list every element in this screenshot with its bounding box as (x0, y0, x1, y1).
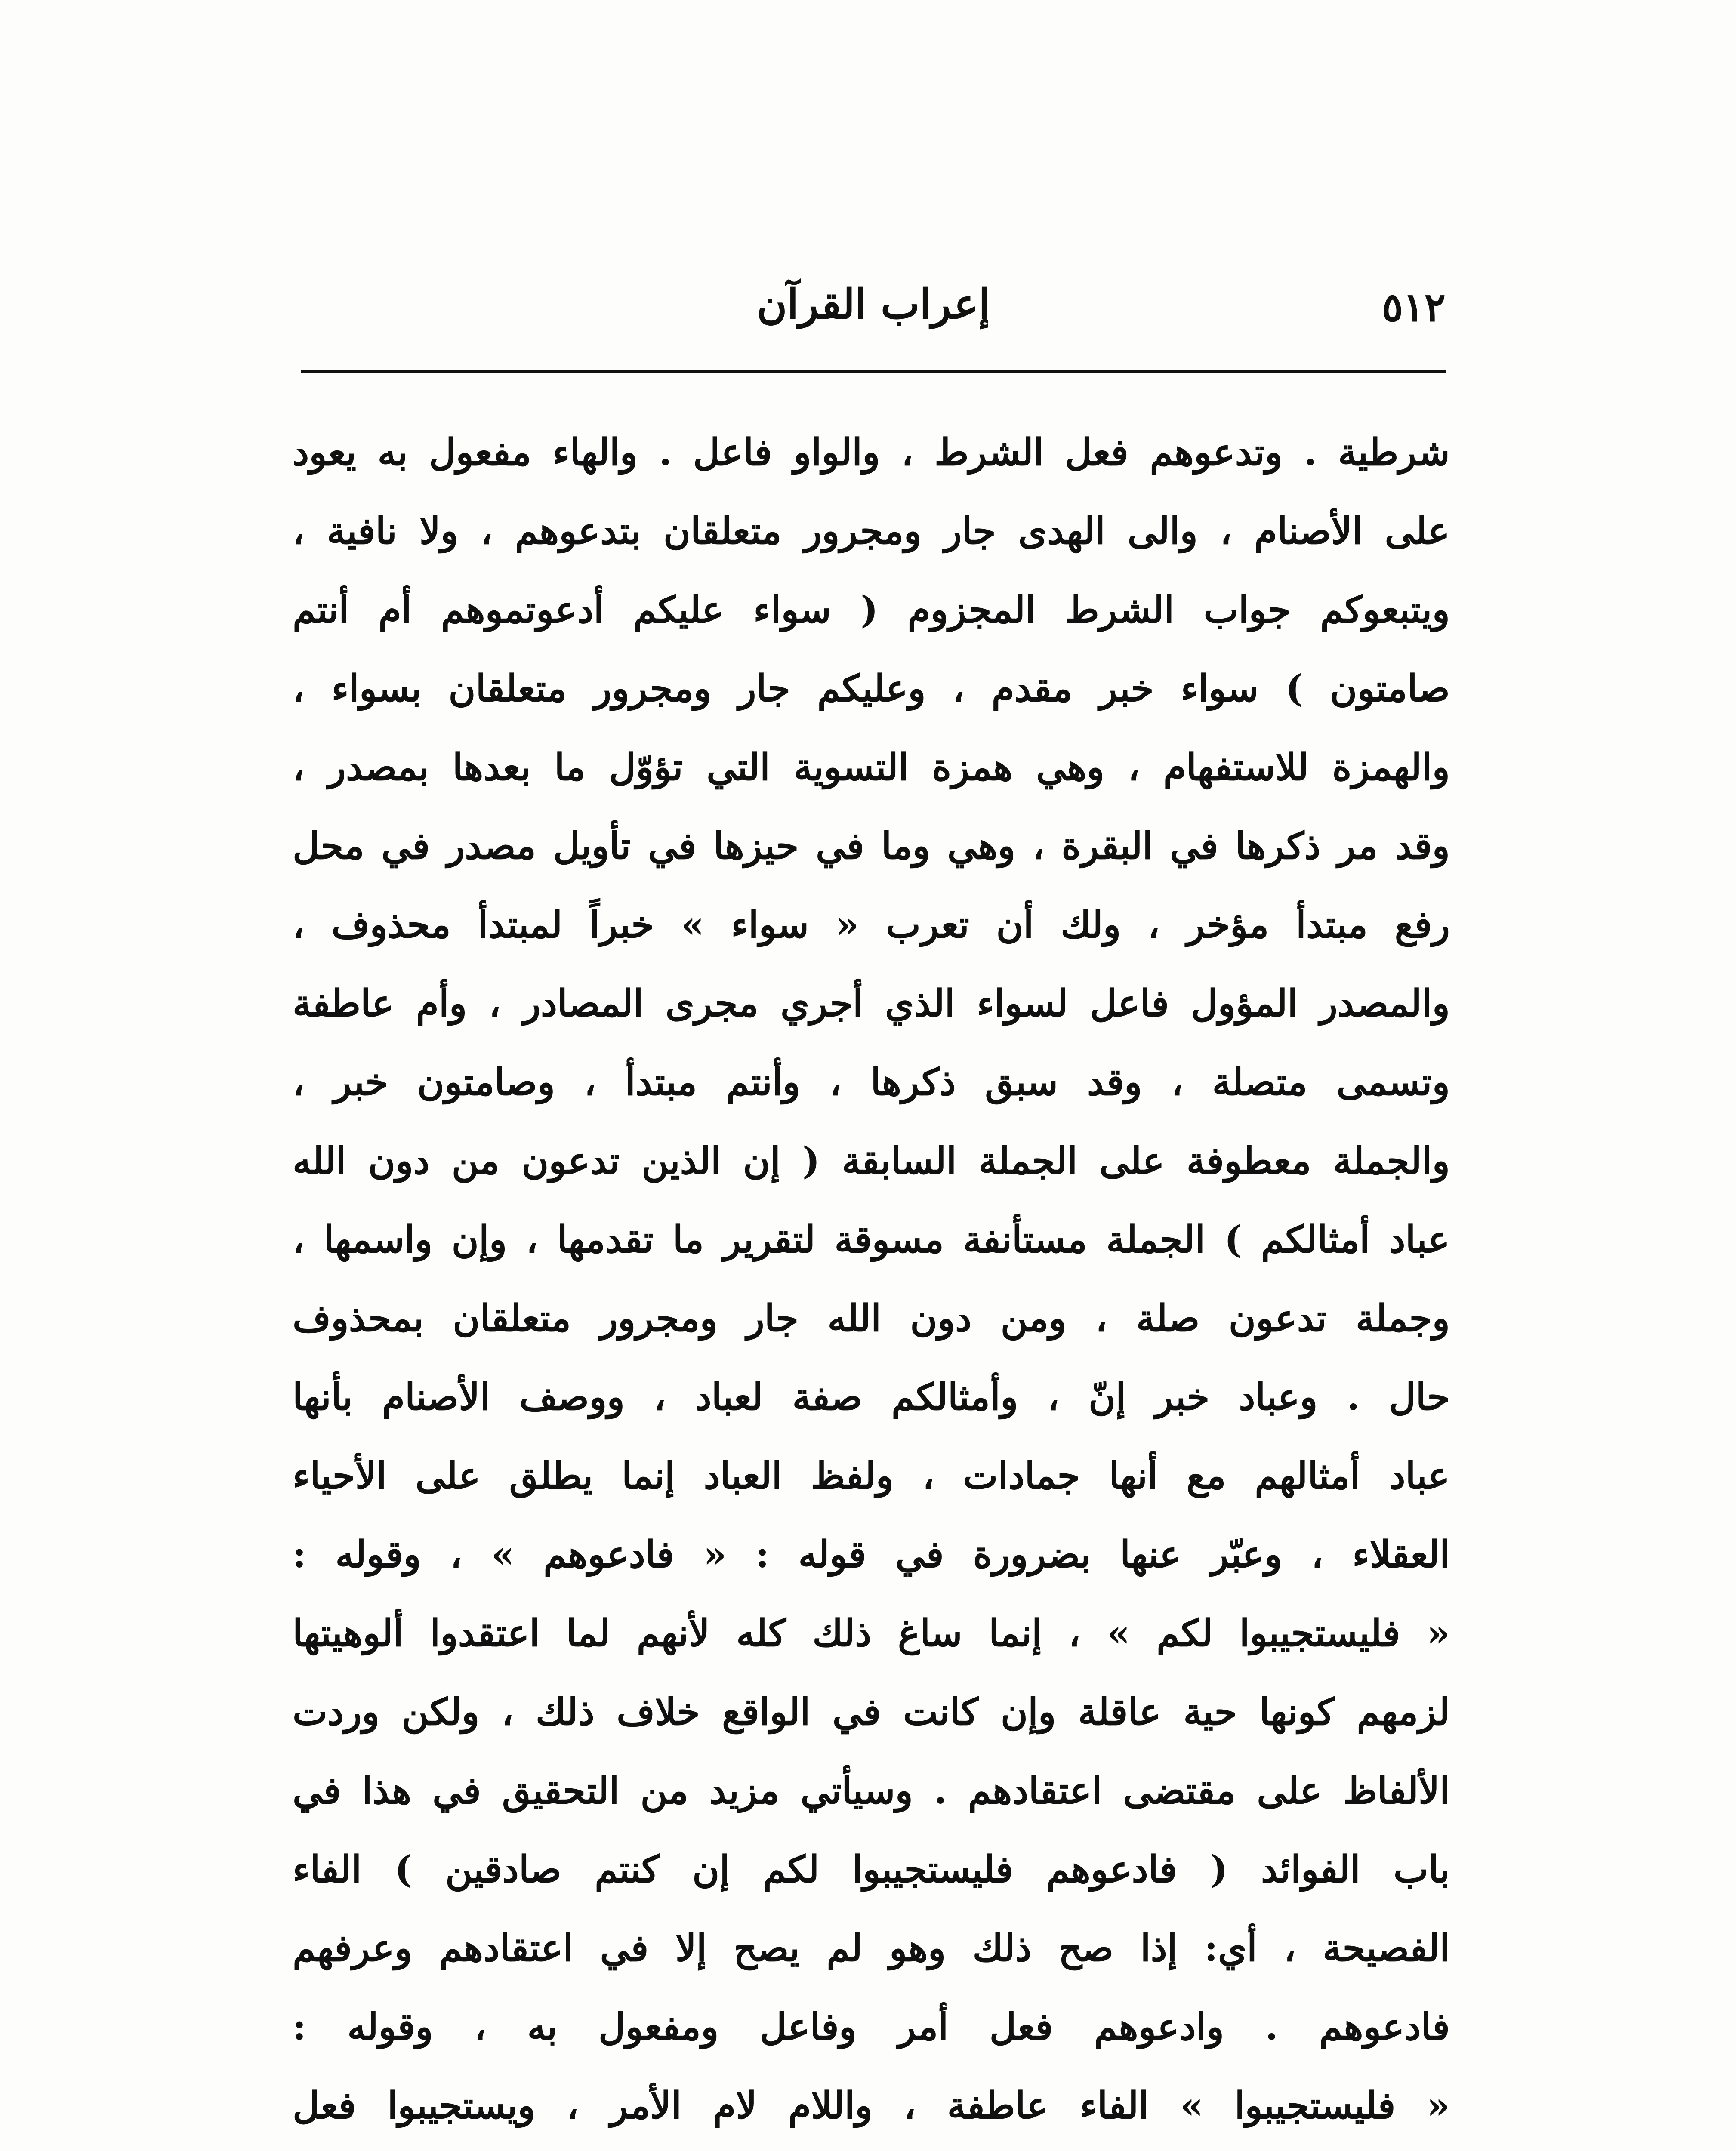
text-line: شرطية . وتدعوهم فعل الشرط ، والواو فاعل . والهاء مفعول به يعود (293, 431, 1450, 474)
text-line: العقلاء ، وعبّر عنها بضرورة في قوله : « فادعوهم » ، وقوله : (293, 1533, 1450, 1576)
text-line: على الأصنام ، والى الهدى جار ومجرور متعلقان بتدعوهم ، ولا نافية ، (293, 509, 1450, 553)
text-line: والهمزة للاستفهام ، وهي همزة التسوية التي تؤوّل ما بعدها بمصدر ، (293, 746, 1450, 789)
text-line: « فليستجيبوا » الفاء عاطفة ، واللام لام الأمر ، ويستجيبوا فعل (293, 2084, 1450, 2127)
text-line: حال . وعباد خبر إنّ ، وأمثالكم صفة لعباد ، ووصف الأصنام بأنها (293, 1375, 1450, 1419)
body-text (293, 413, 1450, 2151)
page-number: ٥١٢ (1381, 284, 1446, 330)
text-line: الألفاظ على مقتضى اعتقادهم . وسيأتي مزيد من التحقيق في هذا في (293, 1769, 1450, 1812)
text-line: « فليستجيبوا لكم » ، إنما ساغ ذلك كله لأنهم لما اعتقدوا ألوهيتها (293, 1612, 1450, 1655)
text-line: لزمهم كونها حية عاقلة وإن كانت في الواقع خلاف ذلك ، ولكن وردت (293, 1690, 1450, 1734)
page-header (301, 275, 1446, 340)
running-title: إعراب القرآن (756, 280, 990, 328)
text-line: الفصيحة ، أي: إذا صح ذلك وهو لم يصح إلا في اعتقادهم وعرفهم (293, 1926, 1450, 1970)
text-line: ويتبعوكم جواب الشرط المجزوم ( سواء عليكم أدعوتموهم أم أنتم (293, 588, 1450, 632)
text-line: رفع مبتدأ مؤخر ، ولك أن تعرب « سواء » خبراً لمبتدأ محذوف ، (293, 903, 1450, 946)
text-line: باب الفوائد ( فادعوهم فليستجيبوا لكم إن كنتم صادقين ) الفاء (293, 1848, 1450, 1891)
header-rule (301, 370, 1446, 373)
text-line: صامتون ) سواء خبر مقدم ، وعليكم جار ومجرور متعلقان بسواء ، (293, 667, 1450, 710)
text-line: والمصدر المؤول فاعل لسواء الذي أجري مجرى المصادر ، وأم عاطفة (293, 982, 1450, 1025)
text-line (293, 2145, 1450, 2151)
text-line: عباد أمثالكم ) الجملة مستأنفة مسوقة لتقرير ما تقدمها ، وإن واسمها ، (293, 1218, 1450, 1261)
text-line: وتسمى متصلة ، وقد سبق ذكرها ، وأنتم مبتدأ ، وصامتون خبر ، (293, 1060, 1450, 1104)
text-line: فادعوهم . وادعوهم فعل أمر وفاعل ومفعول به ، وقوله : (293, 2005, 1450, 2049)
text-line: وقد مر ذكرها في البقرة ، وهي وما في حيزها في تأويل مصدر في محل (293, 824, 1450, 868)
text-line: وجملة تدعون صلة ، ومن دون الله جار ومجرور متعلقان بمحذوف (293, 1297, 1450, 1340)
text-line: عباد أمثالهم مع أنها جمادات ، ولفظ العباد إنما يطلق على الأحياء (293, 1454, 1450, 1498)
text-line: والجملة معطوفة على الجملة السابقة ( إن الذين تدعون من دون الله (293, 1139, 1450, 1183)
